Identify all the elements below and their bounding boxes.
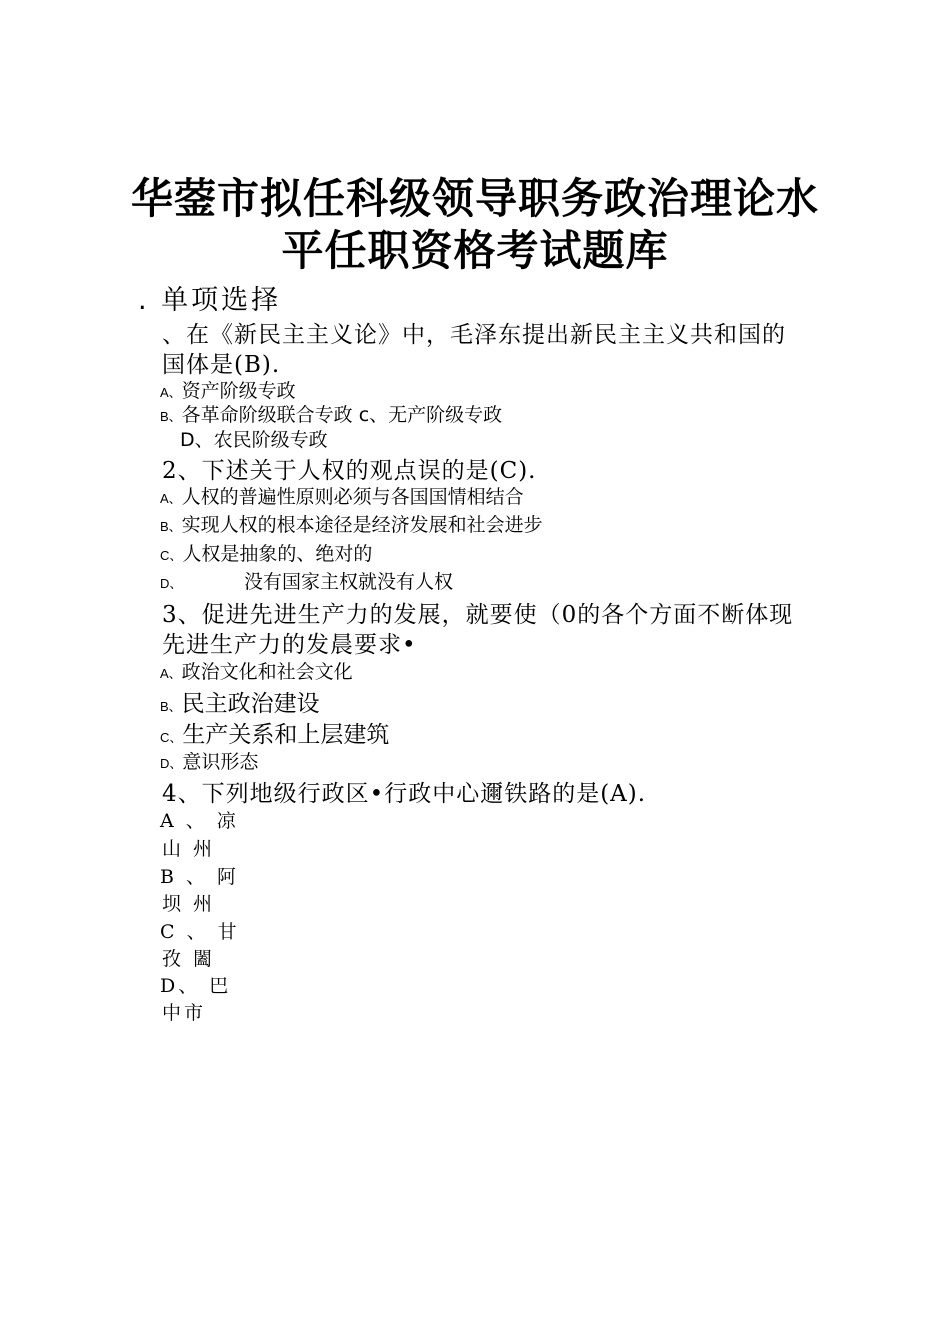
option-label: B、 (160, 409, 182, 424)
question-2-option-d (160, 567, 453, 594)
question-3-option-a (160, 657, 353, 684)
question-4-option-a-line-2: 山 州 (162, 838, 216, 860)
option-label: A、 (160, 491, 182, 506)
option-label: A、 (160, 385, 182, 400)
question-4-option-c-line-1: C 、 甘 (160, 921, 240, 943)
question-1-option-a (160, 376, 296, 403)
option-text: D、农民阶级专政 (180, 429, 328, 451)
question-4-option-d-line-2: 中市 (162, 1002, 207, 1024)
option-label: A、 (160, 666, 182, 681)
question-2-line-1: 2、下述关于人权的观点误的是(C). (162, 458, 537, 484)
question-4-option-c-line-2: 孜 闔 (162, 948, 216, 970)
document-title-line-1: 华蓥市拟任科级领导职务政治理论水 (130, 174, 819, 223)
question-2-option-c (160, 539, 372, 566)
option-label: C、 (160, 730, 183, 745)
option-label: B、 (160, 699, 182, 714)
question-1-option-d (180, 425, 328, 452)
option-text: 意识形态 (182, 751, 259, 773)
option-text: 人权的普遍性原则必须与各国国情相结合 (181, 486, 524, 508)
question-3-line-1: 3、促进先进生产力的发展，就要使（0的各个方面不断体现 (162, 602, 794, 628)
question-1-line-1: 、在《新民主主义论》中，毛泽东提出新民主主义共和国的 (162, 322, 786, 348)
question-1-line-2: 国体是(B). (162, 352, 281, 378)
question-4-line-1: 4、下列地级行政区•行政中心邇铁路的是(A). (162, 781, 647, 807)
option-text: 人权是抽象的、绝对的 (182, 543, 373, 565)
option-text: 各革命阶级联合专政 c、无产阶级专政 (181, 404, 503, 426)
option-label: C、 (160, 548, 183, 563)
question-4-option-b-line-2: 坝 州 (162, 893, 216, 915)
option-label: D、 (160, 756, 183, 771)
question-2-option-a (160, 482, 524, 509)
question-4-option-a-line-1: A 、 凉 (160, 810, 239, 832)
document-title-line-2: 平任职资格考试题库 (281, 226, 669, 275)
option-text: 政治文化和社会文化 (181, 661, 353, 683)
option-text: 民主政治建设 (181, 691, 320, 717)
question-3-option-c (160, 716, 389, 749)
question-3-option-b (160, 685, 320, 718)
question-4-option-d-line-1: D、 巴 (160, 975, 232, 997)
option-text: 资产阶级专政 (181, 380, 296, 402)
option-text: 生产关系和上层建筑 (182, 722, 390, 748)
question-4-option-b-line-1: B 、 阿 (160, 866, 240, 888)
option-label: D、 (160, 576, 183, 591)
question-3-option-d (160, 747, 258, 774)
section-heading: . 单项选择 (138, 285, 282, 316)
option-label: B、 (160, 519, 182, 534)
option-text: 实现人权的根本途径是经济发展和社会进步 (181, 514, 543, 536)
question-3-line-2: 先进生产力的发晨要求• (162, 632, 417, 658)
question-2-option-b (160, 510, 543, 537)
option-text: 没有国家主权就没有人权 (244, 571, 454, 593)
question-1-option-b (160, 400, 502, 427)
